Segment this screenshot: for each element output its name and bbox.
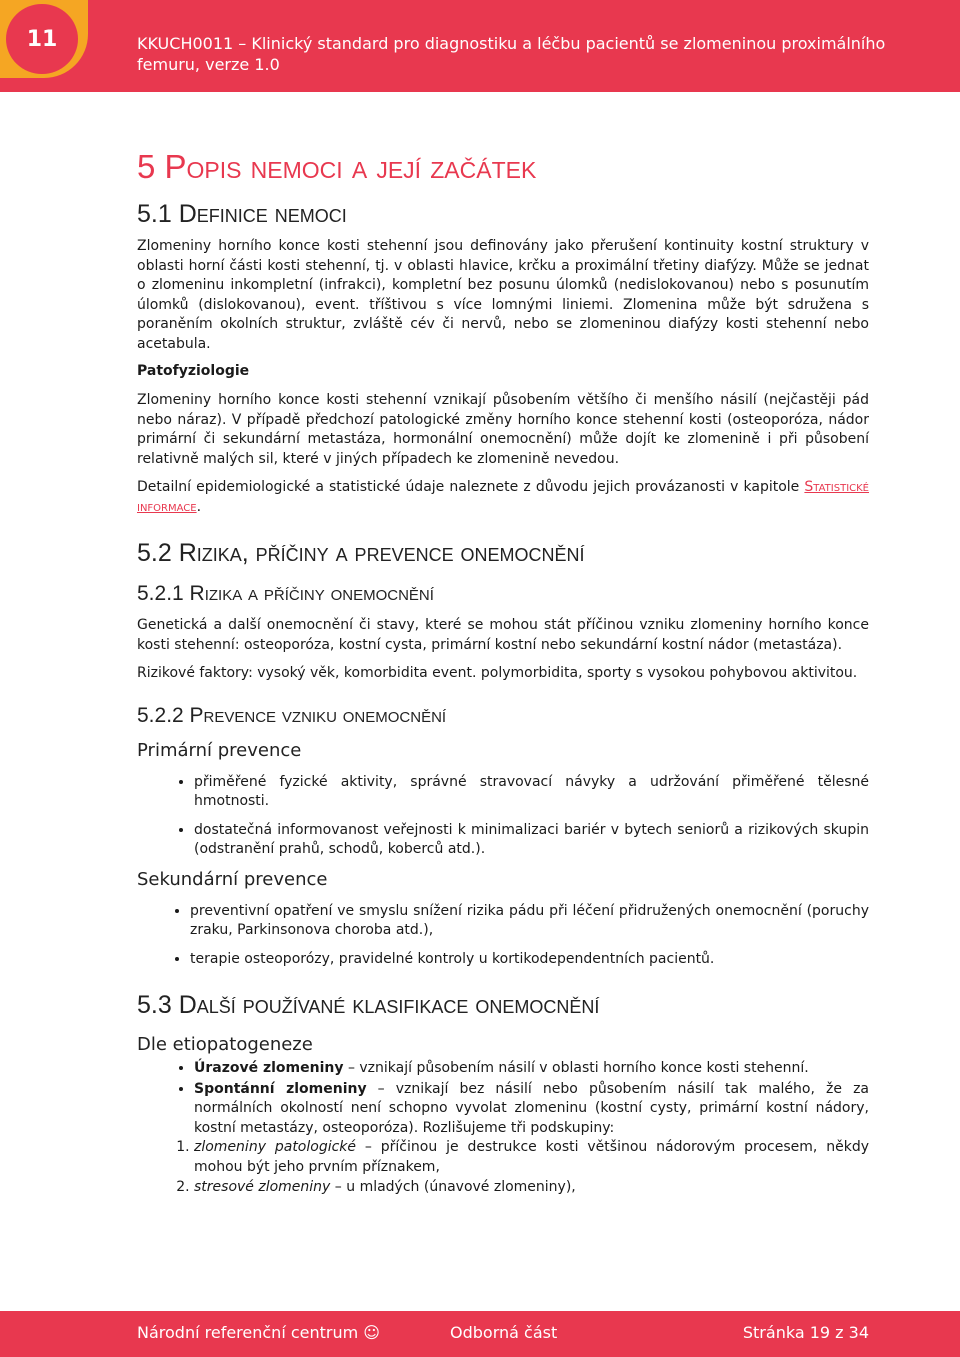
item-text: – příčinou je destrukce kosti většinou nádorovým procesem, někdy mohou být jeho prvním příznakem, xyxy=(194,1139,869,1175)
footer-bar xyxy=(0,1311,960,1357)
list-item xyxy=(194,1178,869,1198)
item-bold: Spontánní zlomeniny xyxy=(194,1080,367,1097)
statistics-period: . xyxy=(196,498,202,515)
item-text: – u mladých (únavové zlomeniny), xyxy=(330,1179,576,1195)
footer-right: Stránka 19 z 34 xyxy=(742,1323,869,1342)
risk-factors-paragraph: Rizikové faktory: vysoký věk, komorbidita event. polymorbidita, sporty s vysokou pohybovou aktivitou. xyxy=(137,665,858,681)
item-bold: Úrazové zlomeniny xyxy=(194,1060,344,1076)
list-item xyxy=(194,1059,869,1079)
list-item: • preventivní opatření ve smyslu snížení rizika pádu při léčení přidružených onemocnění (poruchy zraku, Parkinsonova choroba atd.), xyxy=(190,902,869,941)
statistics-text: Detailní epidemiologické a statistické údaje naleznete z důvodu jejich provázanosti v kapitole xyxy=(137,479,805,495)
item-text: – vznikají bez násilí nebo působením násilí tak malého, že za normálních okolností není schopno vyvolat zlomeninu (kostní cysty, primární kostní nádory, kostní metastázy, osteoporóza). Rozlišujeme tři podskupiny: xyxy=(194,1080,869,1136)
secondary-prevention-list xyxy=(137,902,869,970)
footer-center: Odborná část xyxy=(450,1323,558,1342)
section-title-5-2-1: 5.2.1 Rizika a příčiny onemocnění xyxy=(137,582,434,605)
primary-prevention-heading: Primární prevence xyxy=(137,739,302,761)
list-item: • přiměřené fyzické aktivity, správné stravovací návyky a udržování přiměřené tělesné hmotnosti. xyxy=(194,773,869,812)
section-title-5-3: 5.3 Další používané klasifikace onemocnění xyxy=(137,991,600,1019)
list-item xyxy=(194,1138,869,1177)
document-title: KKUCH0011 – Klinický standard pro diagnostiku a léčbu pacientů se zlomeninou proximálního femuru, verze 1.0 xyxy=(137,34,886,74)
list-item: • dostatečná informovanost veřejnosti k minimalizaci bariér v bytech seniorů a rizikových skupin (odstranění prahů, schodů, koberců atd.). xyxy=(194,821,869,860)
section-title-5-2: 5.2 Rizika, příčiny a prevence onemocnění xyxy=(137,539,585,567)
statistics-paragraph xyxy=(137,478,869,517)
secondary-prevention-heading: Sekundární prevence xyxy=(137,868,328,890)
item-italic: zlomeniny patologické xyxy=(194,1139,357,1155)
item-text: – vznikají působením násilí v oblasti horního konce kosti stehenní. xyxy=(343,1060,809,1076)
section-title-5: 5 Popis nemoci a její začátek xyxy=(137,148,537,185)
document-body xyxy=(137,140,869,1206)
causes-paragraph: Genetická a další onemocnění či stavy, které se mohou stát příčinou vzniku zlomeniny horního konce kosti stehenní: osteoporóza, kostní cysta, primární kostní nebo sekundární kostní nádor (metastáza). xyxy=(137,617,869,653)
etiopathogenesis-heading: Dle etiopatogeneze xyxy=(137,1034,313,1055)
list-item xyxy=(194,1080,869,1198)
subgroup-list xyxy=(136,1138,869,1198)
definition-paragraph: Zlomeniny horního konce kosti stehenní jsou definovány jako přerušení kontinuity kostní struktury v oblasti horní části kosti stehenní, tj. v oblasti hlavice, krčku a proximální třetiny diafýzy. Může se jednat o zlomeninu inkompletní (infrakci), kompletní bez posunu úlomků (nedislokovanou) nebo s posunutím úlomků (dislokovanou), event. tříštivou s více lomnými liniemi. Zlomenina může být sdružena s poraněním okolních struktur, zvláště cév či nervů, nebo se zlomeninou diafýzy kosti stehenní nebo acetabula. xyxy=(137,238,869,352)
etiopathogenesis-list xyxy=(137,1059,869,1198)
statistics-link[interactable]: Statistické informace xyxy=(137,479,869,515)
primary-prevention-list xyxy=(137,773,869,860)
item-italic: stresové zlomeniny xyxy=(194,1179,331,1195)
patofyziologie-paragraph: Zlomeniny horního konce kosti stehenní vznikají působením většího či menšího násilí (nejčastěji pád nebo náraz). V případě předchozí patologické změny horního konce stehenní kosti (osteoporóza, nádor primární či sekundární metastáza, hormonální onemocnění) může dojít ke zlomenině i při působení relativně malých sil, které v jiných případech ke zlomenině nevedou. xyxy=(137,392,869,467)
list-item: • terapie osteoporózy, pravidelné kontroly u kortikodependentních pacientů. xyxy=(190,950,869,970)
patofyziologie-heading: Patofyziologie xyxy=(137,363,250,379)
section-title-5-2-2: 5.2.2 Prevence vzniku onemocnění xyxy=(137,703,447,727)
section-title-5-1: 5.1 Definice nemoci xyxy=(137,200,347,228)
footer-left: Národní referenční centrum ☺ xyxy=(137,1323,380,1342)
page-number: 11 xyxy=(6,4,78,74)
